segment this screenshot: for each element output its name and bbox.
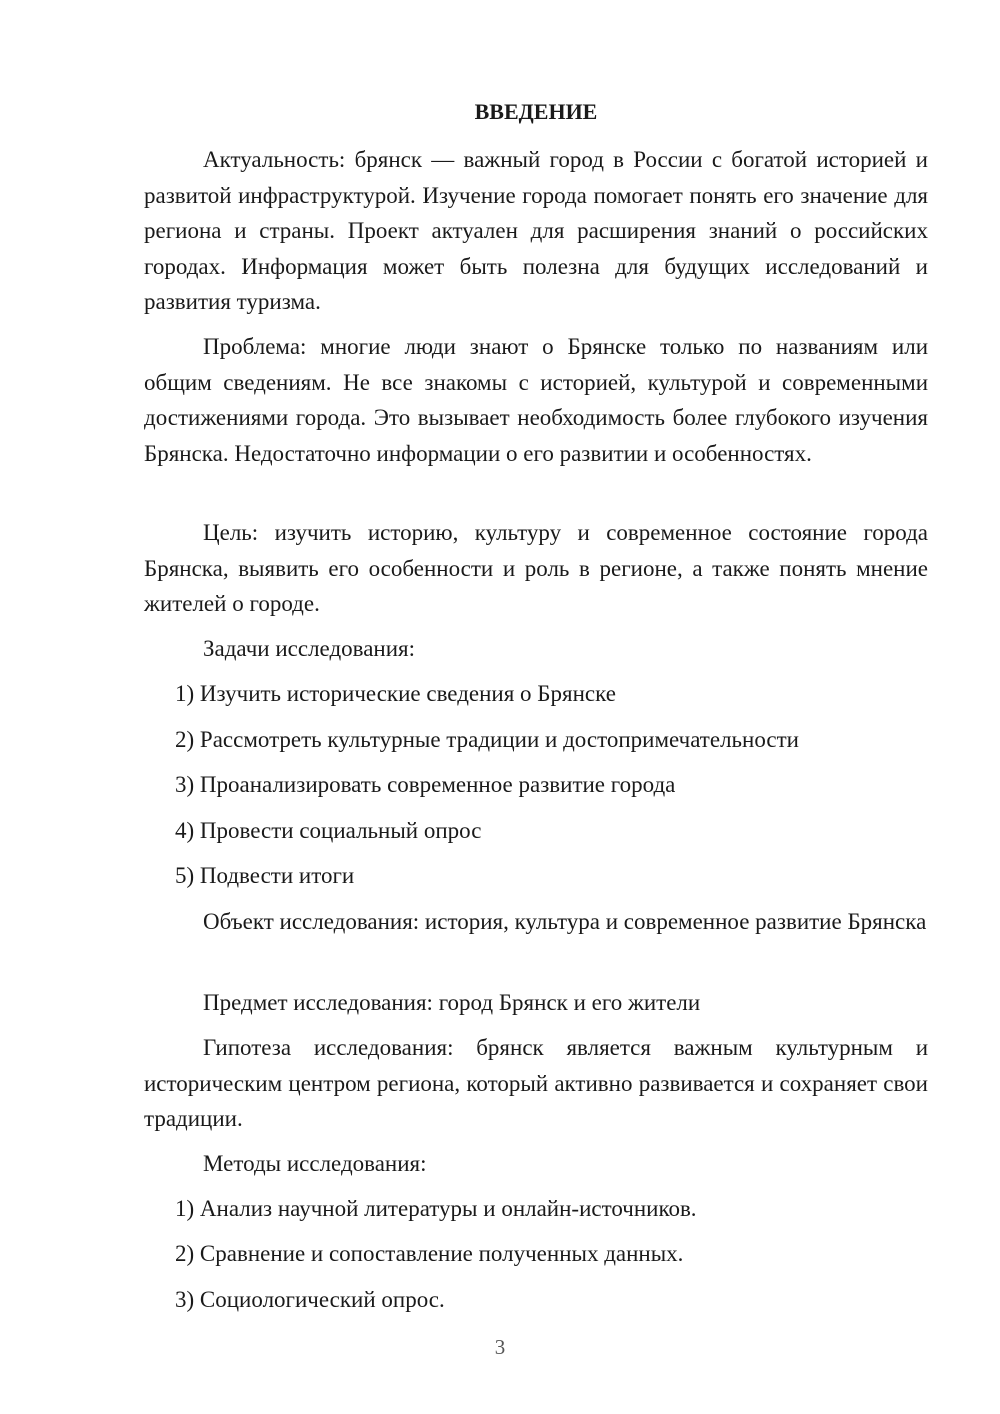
task-item: 3) Проанализировать современное развитие города	[175, 772, 676, 797]
problem-paragraph: Проблема: многие люди знают о Брянске только по названиям или общим сведениям. Не все знакомы с историей, культурой и современными достижениями города. Это вызывает необходимость более глубокого изучения Брянска. Недостаточно информации о его развитии и особенностях.	[144, 334, 928, 466]
method-item: 3) Социологический опрос.	[175, 1287, 445, 1312]
relevance-paragraph: Актуальность: брянск — важный город в России с богатой историей и развитой инфраструктурой. Изучение города помогает понять его значение для региона и страны. Проект актуален для расширения знаний о российских городах. Информация может быть полезна для будущих исследований и развития туризма.	[144, 147, 928, 314]
method-item: 1) Анализ научной литературы и онлайн-источников.	[175, 1196, 697, 1221]
page-number: 3	[494, 1335, 506, 1359]
methods-heading: Методы исследования:	[203, 1151, 427, 1176]
method-item: 2) Сравнение и сопоставление полученных данных.	[175, 1241, 684, 1266]
task-item: 4) Провести социальный опрос	[175, 818, 482, 843]
subject-paragraph: Предмет исследования: город Брянск и его жители	[203, 990, 701, 1015]
hypothesis-paragraph: Гипотеза исследования: брянск является важным культурным и историческим центром региона, который активно развивается и сохраняет свои традиции.	[144, 1035, 928, 1131]
goal-paragraph: Цель: изучить историю, культуру и современное состояние города Брянска, выявить его особенности и роль в регионе, а также понять мнение жителей о городе.	[144, 520, 928, 616]
task-item: 1) Изучить исторические сведения о Брянске	[175, 681, 616, 706]
tasks-heading: Задачи исследования:	[203, 636, 416, 661]
task-item: 5) Подвести итоги	[175, 863, 355, 888]
page-title: ВВЕДЕНИЕ	[474, 99, 598, 124]
object-paragraph: Объект исследования: история, культура и современное развитие Брянска	[203, 909, 927, 934]
task-item: 2) Рассмотреть культурные традиции и достопримечательности	[175, 727, 799, 752]
